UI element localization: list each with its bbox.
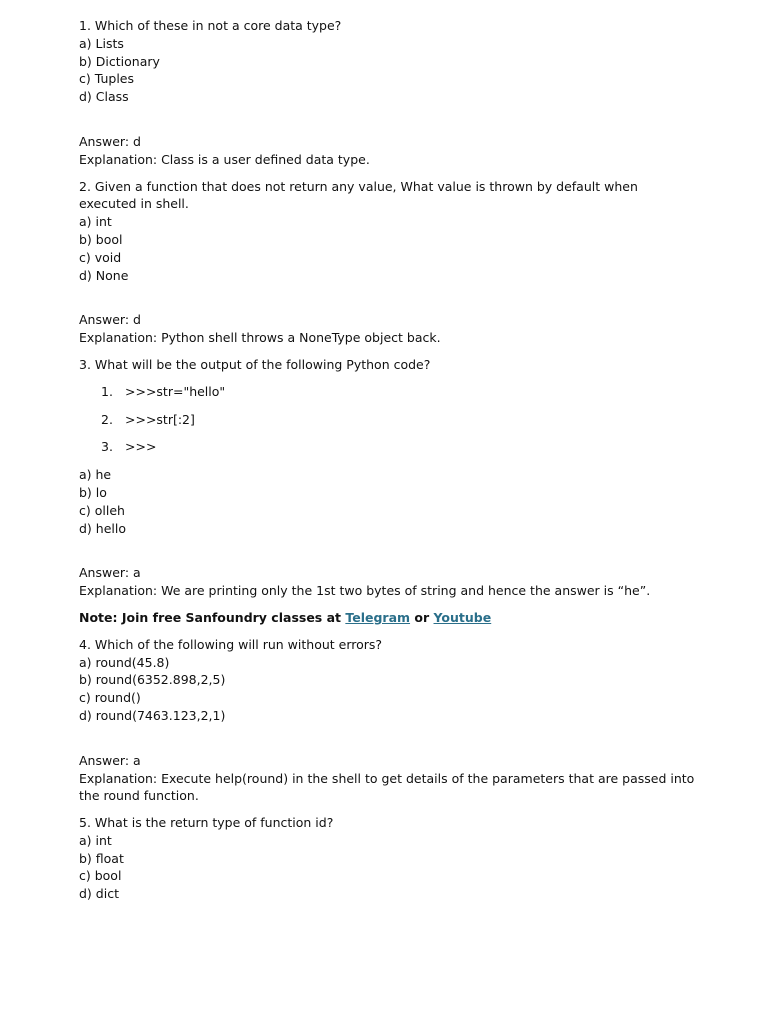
code-line-number: 1.	[101, 383, 113, 399]
option-b: b) bool	[79, 231, 123, 247]
answer-text: Answer: a	[79, 565, 141, 581]
option-c: c) olleh	[79, 502, 125, 518]
option-d: d) Class	[79, 89, 129, 105]
explanation-text: Explanation: Execute help(round) in the shell to get details of the parameters that are passed into the round function.	[79, 770, 699, 804]
note-prefix: Note: Join free Sanfoundry classes at	[79, 609, 346, 625]
option-a: a) Lists	[79, 35, 124, 51]
code-line	[79, 383, 699, 401]
question-block-2	[79, 178, 699, 347]
code-line	[79, 411, 699, 429]
option-c: c) Tuples	[79, 71, 134, 87]
option-a: a) he	[79, 467, 112, 483]
option-a: a) int	[79, 832, 112, 848]
telegram-link[interactable]: Telegram	[345, 609, 411, 625]
explanation-text: Explanation: We are printing only the 1st two bytes of string and hence the answer is “he”.	[79, 583, 651, 599]
answer-text: Answer: d	[79, 312, 141, 328]
option-d: d) hello	[79, 520, 126, 536]
code-line-text: >>>	[125, 439, 157, 455]
option-b: b) lo	[79, 484, 107, 500]
explanation-text: Explanation: Python shell throws a NoneType object back.	[79, 330, 441, 346]
question-text: 4. Which of the following will run without errors?	[79, 636, 383, 652]
answer-text: Answer: a	[79, 752, 141, 768]
question-text: 2. Given a function that does not return any value, What value is thrown by default when executed in shell.	[79, 178, 642, 212]
note-middle: or	[410, 609, 434, 625]
question-text: 5. What is the return type of function id?	[79, 815, 334, 831]
question-block-1	[79, 17, 699, 169]
option-d: d) round(7463.123,2,1)	[79, 707, 226, 723]
option-a: a) round(45.8)	[79, 654, 170, 670]
question-block-3	[79, 356, 699, 600]
youtube-link[interactable]: Youtube	[433, 609, 492, 625]
option-b: b) Dictionary	[79, 53, 160, 69]
option-c: c) bool	[79, 868, 122, 884]
option-c: c) round()	[79, 690, 141, 706]
explanation-text: Explanation: Class is a user defined data type.	[79, 151, 370, 167]
question-text: 3. What will be the output of the following Python code?	[79, 356, 431, 372]
code-line-number: 2.	[101, 411, 113, 427]
answer-text: Answer: d	[79, 133, 141, 149]
code-line-text: >>>str="hello"	[125, 383, 226, 399]
question-text: 1. Which of these in not a core data type?	[79, 18, 342, 33]
code-line	[79, 438, 699, 456]
code-listing	[79, 383, 699, 456]
option-b: b) round(6352.898,2,5)	[79, 672, 226, 688]
code-line-text: >>>str[:2]	[125, 411, 195, 427]
document-page	[79, 17, 699, 903]
option-b: b) float	[79, 850, 124, 866]
option-a: a) int	[79, 214, 112, 230]
question-block-5	[79, 814, 699, 903]
question-block-4	[79, 636, 699, 805]
option-c: c) void	[79, 249, 122, 265]
option-d: d) dict	[79, 886, 119, 902]
promo-note	[79, 609, 699, 627]
option-d: d) None	[79, 267, 129, 283]
code-line-number: 3.	[101, 439, 113, 455]
